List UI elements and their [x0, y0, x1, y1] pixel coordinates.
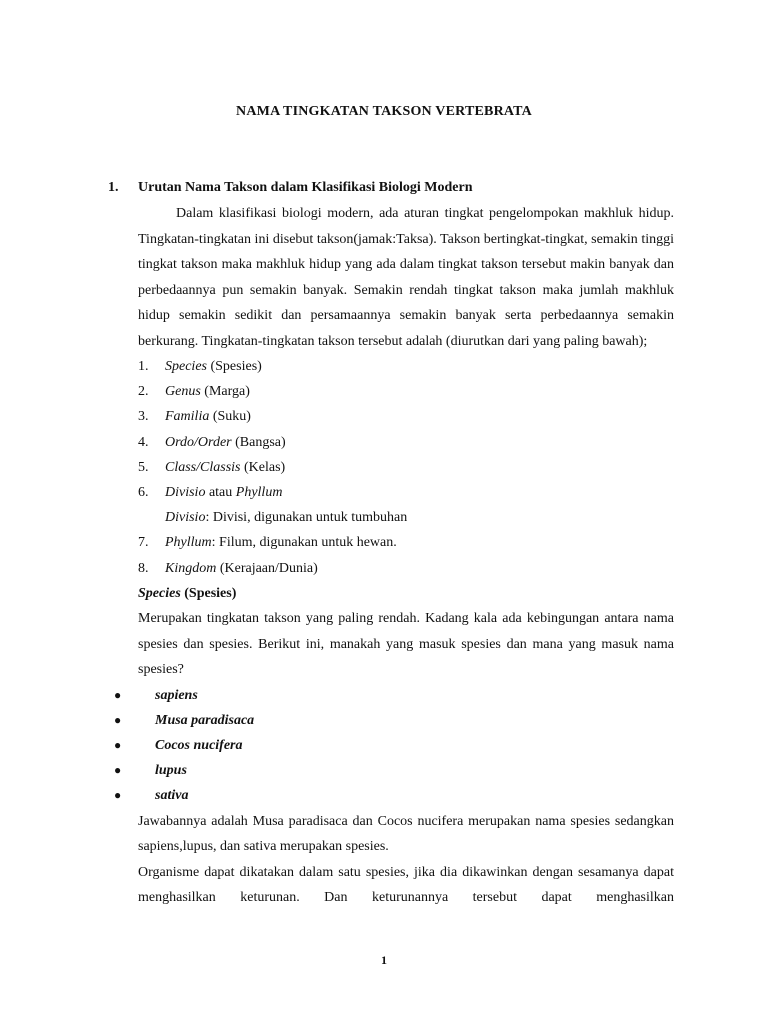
species-paragraph: Merupakan tingkatan takson yang paling rendah. Kadang kala ada kebingungan antara nama spesies dan spesies. Berikut ini, manakah yang masuk spesies dan mana yang masuk nama spesies? — [138, 611, 674, 678]
taxon-level-list — [138, 354, 674, 581]
list-item: 3. Familia (Suku) — [138, 409, 251, 425]
section-1 — [108, 179, 674, 911]
list-item: 4. Ordo/Order (Bangsa) — [138, 434, 286, 450]
list-item: ● sativa — [108, 783, 644, 808]
bullet-icon: ● — [114, 737, 122, 752]
section-number: 1. — [108, 180, 119, 195]
section-body — [114, 201, 674, 911]
list-item: ● lupus — [108, 758, 644, 783]
list-item: 5. Class/Classis (Kelas) — [138, 459, 286, 475]
list-item: ● Musa paradisaca — [108, 708, 644, 733]
list-item: ● Cocos nucifera — [108, 733, 644, 758]
intro-paragraph: Dalam klasifikasi biologi modern, ada aturan tingkat pengelompokan makhluk hidup. Tingkatan-tingkatan ini disebut takson(jamak:Taksa). Takson bertingkat-tingkat, semakin tinggi tingkat takson maka makhluk hidup yang ada dalam tingkat takson tersebut makin banyak dan perbedaannya pun semakin banyak. Semakin rendah tingkat takson maka jumlah makhluk hidup semakin sedikit dan persamaannya semakin banyak serta perbedaannya semakin berkurang. Tingkatan-tingkatan takson tersebut adalah (diurutkan dari yang paling bawah); — [138, 206, 674, 349]
answer-paragraph: Jawabannya adalah Musa paradisaca dan Cocos nucifera merupakan nama spesies sedangkan sapiens,lupus, dan sativa merupakan spesies. — [138, 813, 674, 855]
list-item: 6. Divisio atau Phyllum — [138, 485, 283, 501]
bullet-icon: ● — [114, 763, 122, 778]
page-title: NAMA TINGKATAN TAKSON VERTEBRATA — [236, 104, 532, 119]
bullet-icon: ● — [114, 788, 122, 803]
list-item: 8. Kingdom (Kerajaan/Dunia) — [138, 560, 318, 576]
list-item: 1. Species (Spesies) — [138, 359, 262, 374]
divisio-note: Divisio: Divisi, digunakan untuk tumbuhan — [165, 510, 408, 526]
species-subheading: Species (Spesies) — [138, 585, 237, 601]
list-item: ● sapiens — [108, 683, 644, 708]
bullet-icon: ● — [114, 687, 122, 702]
page-number: 1 — [381, 953, 387, 967]
organism-paragraph: Organisme dapat dikatakan dalam satu spesies, jika dia dikawinkan dengan sesamanya dapat menghasilkan keturunan. Dan keturunannya tersebut dapat menghasilkan — [138, 864, 674, 906]
section-heading-text: Urutan Nama Takson dalam Klasifikasi Biologi Modern — [138, 180, 473, 195]
section-heading — [108, 179, 674, 197]
list-item: 2. Genus (Marga) — [138, 384, 250, 400]
bullet-icon: ● — [114, 712, 122, 727]
example-list — [114, 683, 674, 809]
list-item: 7. Phyllum: Filum, digunakan untuk hewan. — [138, 535, 397, 551]
